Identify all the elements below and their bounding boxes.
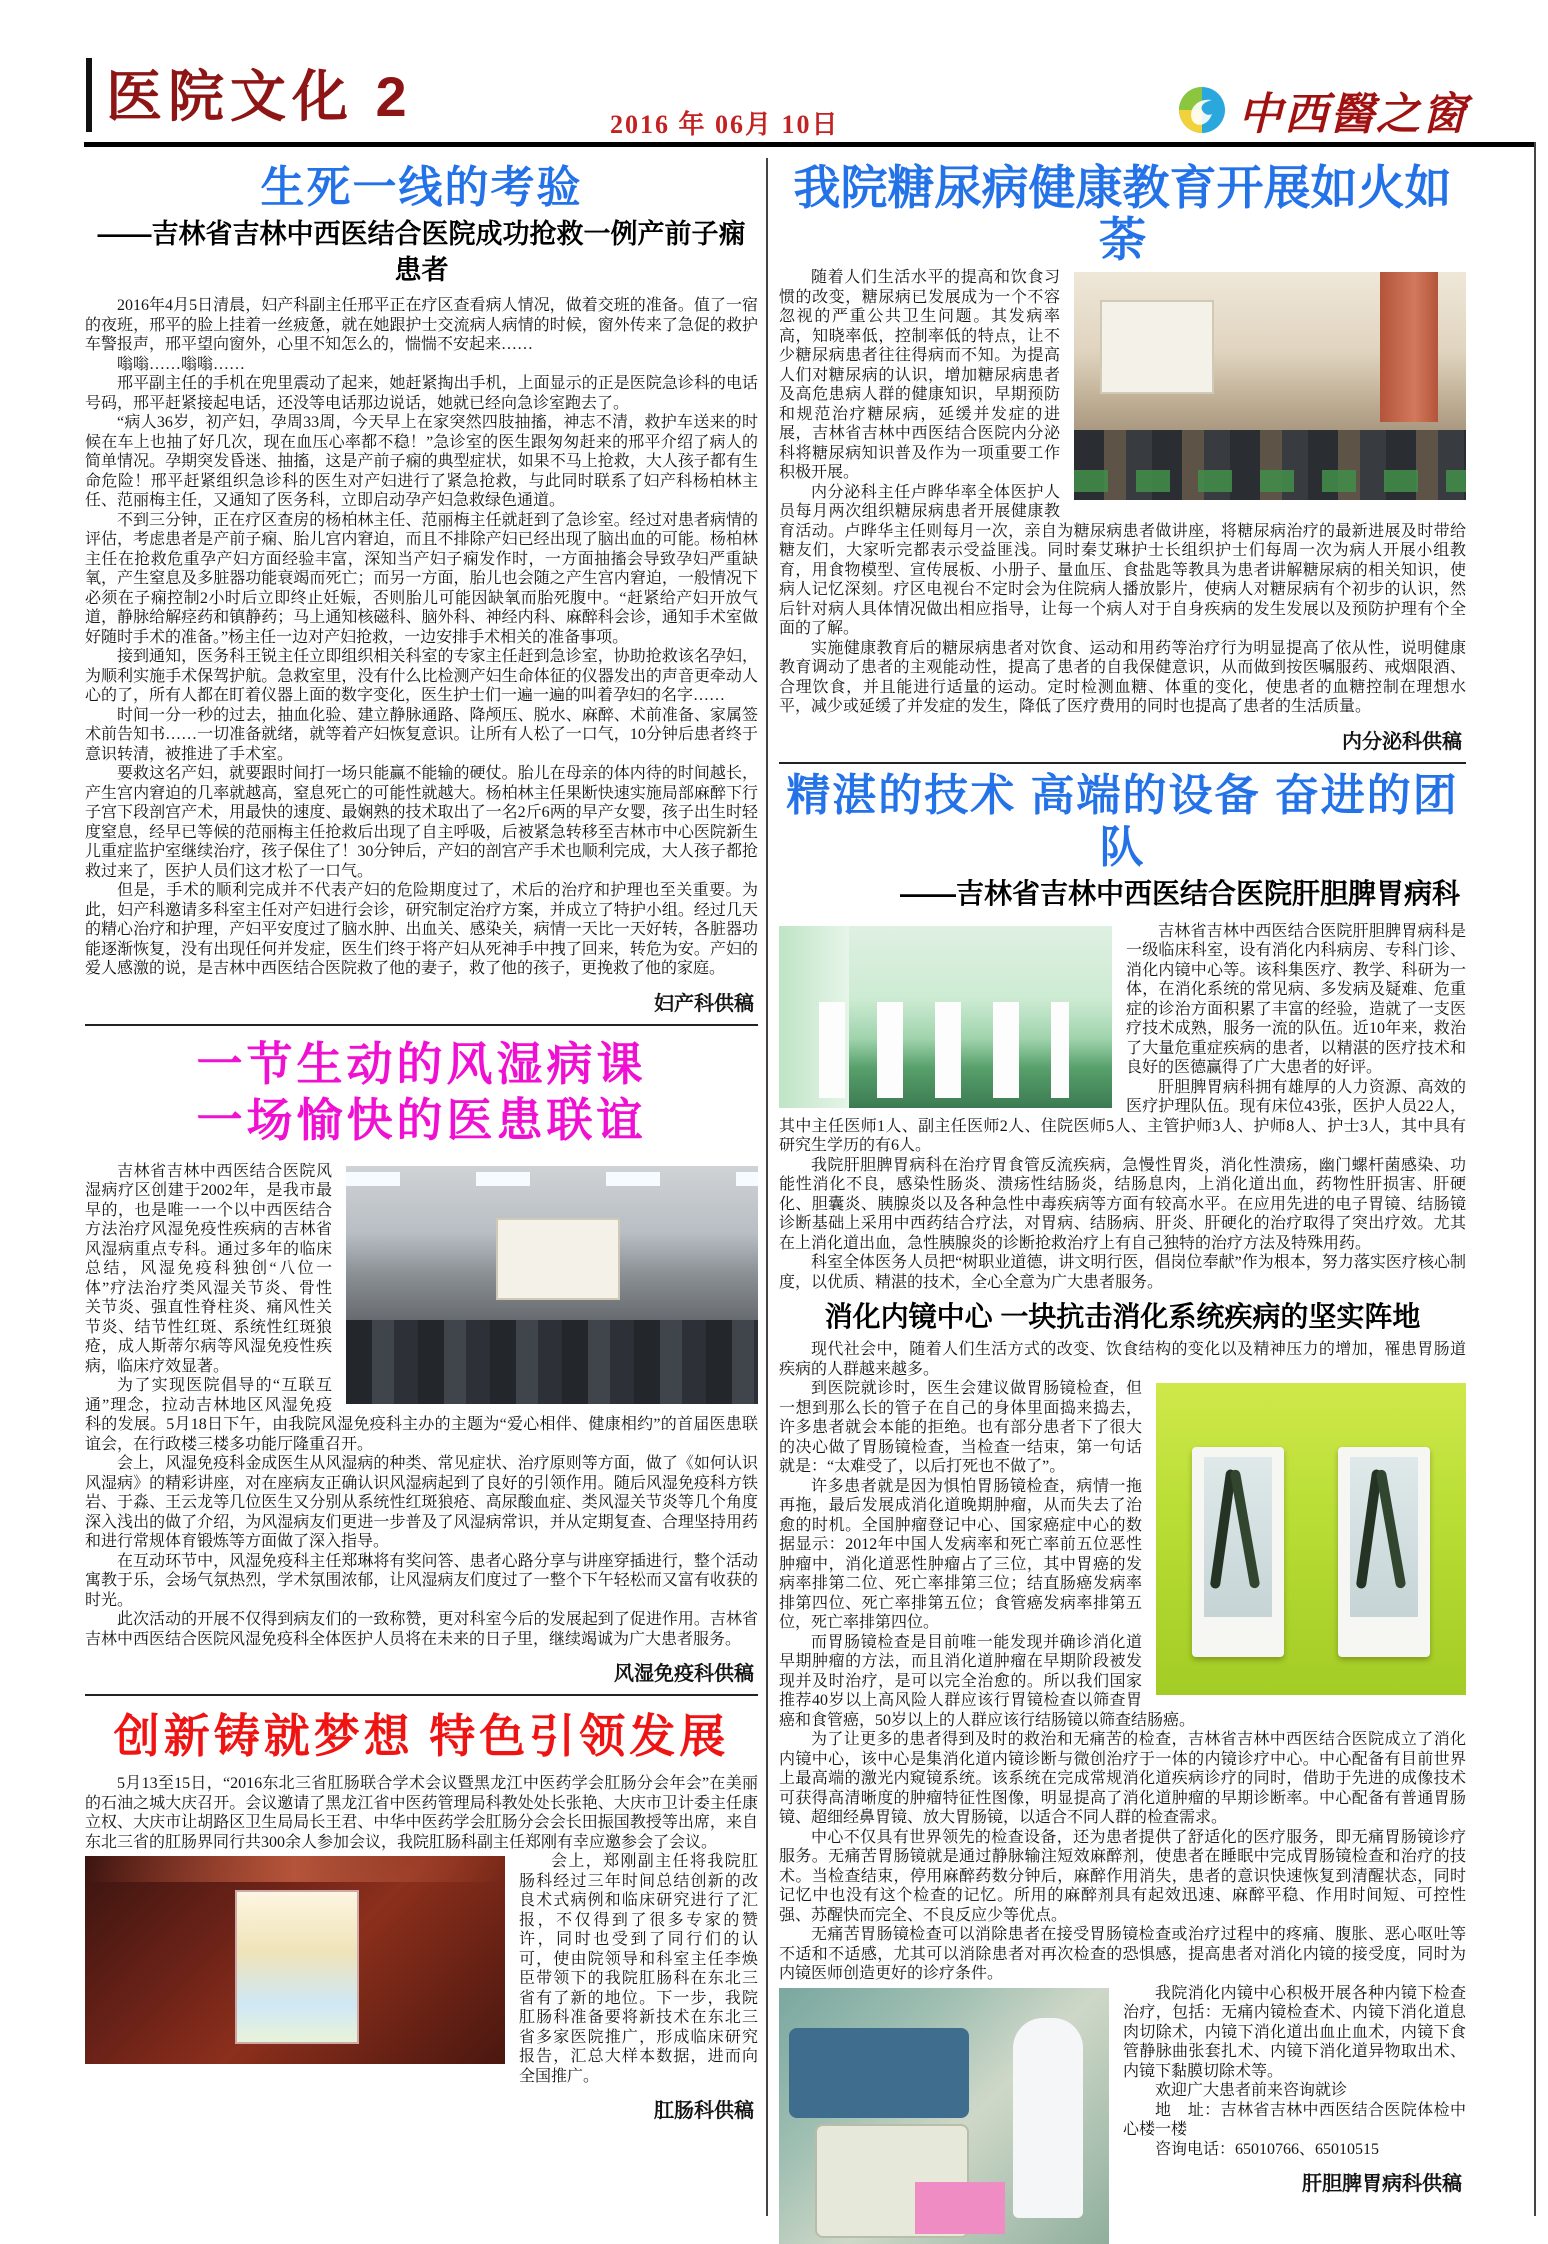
- brand-name: 中西醫之窗: [1238, 90, 1468, 139]
- paragraph: 接到通知，医务科王锐主任立即组织相关科室的专家主任赶到急诊室，协助抢救该名孕妇，为顺利实施手术保驾护航。急救室里，没有什么比检测产妇生命体征的仪器发出的声音更牵动人心的了，所有人都在盯着仪器上面的数字变化，医生护士们一遍一遍的叫着孕妇的名字……: [85, 648, 758, 704]
- paragraph: 此次活动的开展不仅得到病友们的一致称赞，更对科室今后的发展起到了促进作用。吉林省吉林中西医结合医院风湿免疫科全体医护人员将在未来的日子里，继续竭诚为广大患者服务。: [85, 1611, 758, 1648]
- article-title: 精湛的技术 高端的设备 奋进的团队: [786, 770, 1459, 872]
- paragraph: 要救这名产妇，就要跟时间打一场只能赢不能输的硬仗。胎儿在母亲的体内待的时间越长，产生宫内窘迫的几率就越高，窒息死亡的可能性就越大。杨柏林主任果断快速实施局部麻醉下行子宫下段剖宫产术，用最快的速度、最娴熟的技术取出了一名2斤6两的早产女婴，孩子出生时轻度窒息，经早已等候的范丽梅主任抢救后出现了自主呼吸，后被紧急转移至吉林市中心医院新生儿重症监护室继续治疗，孩子保住了！30分钟后，产妇的剖宫产手术也顺利完成，大人孩子都抢救过来了，医护人员们这才松了一口气。: [85, 765, 758, 880]
- brand-block: [1178, 78, 1468, 142]
- paragraph: 实施健康教育后的糖尿病患者对饮食、运动和用药等治疗行为明显提高了依从性，说明健康教育调动了患者的主观能动性，提高了患者的自我保健意识，从而做到按医嘱服药、戒烟限酒、合理饮食，并且能进行适量的运动。定时检测血糖、体重的变化，使患者的血糖控制在理想水平，减少或延缓了并发症的发生，降低了医疗费用的同时也提高了患者的生活质量。: [779, 639, 1466, 715]
- paragraph: 到医院就诊时，医生会建议做胃肠镜检查，但一想到那么长的管子在自己的身体里面捣来捣去，许多患者就会本能的拒绝。也有部分患者下了很大的决心做了胃肠镜检查，当检查一结束，第一句话就是：“太难受了，以后打死也不做了”。: [779, 1380, 1142, 1475]
- column-divider: [766, 158, 768, 2216]
- phone-line: 咨询电话：65010766、65010515: [1155, 2140, 1380, 2158]
- nurse-shape: [1013, 2018, 1083, 2218]
- section-subhead: 消化内镜中心 一块抗击消化系统疾病的坚实阵地: [824, 1301, 1421, 1332]
- page-right-border: [1534, 142, 1536, 2216]
- paragraph: 为了让更多的患者得到及时的救治和无痛苦的检查，吉林省吉林中西医结合医院成立了消化内镜中心，该中心是集消化道内镜诊断与微创治疗于一体的内镜诊疗中心。中心配备有目前世界上最高端的激光内窥镜系统。该系统在完成常规消化道疾病诊疗的同时，借助于先进的成像技术可获得高清晰度的肿瘤特征性图像，明显提高了消化道肿瘤的早期诊断率。中心配备有普通胃肠镜、超细经鼻胃镜、放大胃肠镜，以适合不同人群的检查需求。: [779, 1731, 1466, 1826]
- paragraph: 内分泌科主任卢晔华率全体医护人员每月两次组织糖尿病患者开展健康教育活动。卢晔华主任则每月一次，亲自为糖尿病患者做讲座，将糖尿病治疗的最新进展及时带给糖友们，大家听完都表示受益匪浅。同时秦艾琳护士长组织护士们每周一次为病人开展小组教育，用食物模型、宣传展板、小册子、量血压、食盐匙等教具为患者讲解糖尿病的相关知识，使病人记忆深刻。疗区电视台不定时会为住院病人播放影片，使病人对糖尿病有个初步的认识，然后针对病人具体情况做出相应指导，让每一个病人对于自身疾病的发生发展以及预防护理有个全面的了解。: [779, 483, 1466, 637]
- paragraph: 5月13至15日，“2016东北三省肛肠联合学术会议暨黑龙江中医药学会肛肠分会年会”在美丽的石油之城大庆召开。会议邀请了黑龙江省中医药管理局科教处处长张艳、大庆市卫计委主任康立权、大庆市让胡路区卫生局局长王君、中华中医药学会肛肠分会会长田振国教授等出席，来自东北三省的肛肠界同行共300余人参加会议，我院肛肠科副主任郑刚有幸应邀参会了会议。: [85, 1775, 758, 1851]
- article-anorectal-conference: [85, 1710, 758, 2129]
- projector-screen-shape: [496, 1218, 620, 1300]
- paragraph: 我院肝胆脾胃病科在治疗胃食管反流疾病，急慢性胃炎，消化性溃疡，幽门螺杆菌感染、功能性消化不良，感染性肠炎、溃疡性结肠炎，结肠息肉，上消化道出血，药物性肝损害、肝硬化、胆囊炎、胰腺炎以及各种急性中毒疾病等方面有较高水平。在应用先进的电子胃镜、结肠镜诊断基础上采用中西药结合疗法，对胃病、结肠病、肝炎、肝硬化的治疗取得了突出疗效。尤其在上消化道出血，急性胰腺炎的诊断抢救治疗上有自己独特的治疗方法及特殊用药。: [779, 1156, 1466, 1252]
- paragraph: 欢迎广大患者前来咨询就诊: [1155, 2082, 1348, 2099]
- diabetes-lecture-photo: [1074, 272, 1466, 500]
- presentation-screen-shape: [235, 1890, 359, 2044]
- endoscopy-procedure-photo: [779, 1988, 1109, 2244]
- article-title: [85, 1036, 758, 1148]
- ceiling-lights-shape: [346, 1172, 758, 1186]
- medical-staff-shape: [819, 1002, 1069, 1098]
- page-title: 医院文化 2: [106, 65, 413, 128]
- masthead-accent-bar: [86, 58, 92, 132]
- paragraph: 在互动环节中，风湿免疫科主任郑琳将有奖问答、患者心路分享与讲座穿插进行，整个活动寓教于乐，会场气氛热烈，学术氛围浓郁，让风湿病友们度过了一整个下午轻松而又富有收获的时光。: [85, 1552, 758, 1609]
- anorectal-conference-photo: [85, 1856, 505, 2064]
- paragraph: 嗡嗡……嗡嗡……: [117, 355, 246, 373]
- paragraph: “病人36岁，初产妇，孕周33周，今天早上在家突然四肢抽搐，神志不清，救护车送来的时候在车上也抽了好几次，现在血压心率都不稳！”急诊室的医生跟匆匆赶来的邢平介绍了病人的简单情况。孕期突发昏迷、抽搐，这是产前子痫的典型症状，如果不马上抢救，大人孩子都有生命危险！邢平赶紧组织急诊科的医生对产妇进行了紧急抢救，与此同时联系了妇产科杨柏林主任、范丽梅主任，又通知了医务科，立即启动孕产妇急救绿色通道。: [85, 414, 758, 509]
- paragraph: 吉林省吉林中西医结合医院肝胆脾胃病科是一级临床科室，设有消化内科病房、专科门诊、消化内镜中心等。该科集医疗、教学、科研为一体，在消化系统的常见病、多发病及疑难、危重症的诊治方面积累了丰富的经验，造就了一支医疗技术成熟，服务一流的队伍。近10年来，救治了大量危重症疾病的患者，以精湛的医疗技术和良好的医德赢得了广大患者的好评。: [1126, 922, 1466, 1076]
- paragraph: 吉林省吉林中西医结合医院风湿病疗区创建于2002年，是我市最早的，也是唯一一个以中西医结合方法治疗风湿免疫性疾病的吉林省风湿病重点专科。通过多年的临床总结，风湿免疫科独创“八位一体”疗法治疗类风湿关节炎、骨性关节炎、强直性脊柱炎、痛风性关节炎、结节性红斑、系统性红斑狼疮，成人斯蒂尔病等风湿免疫性疾病，临床疗效显著。: [85, 1162, 332, 1375]
- paragraph: 而胃肠镜检查是目前唯一能发现并确诊消化道早期肿瘤的方法，而且消化道肿瘤在早期阶段被发现并及时治疗，是可以完全治愈的。所以我们国家推荐40岁以上高风险人群应该行胃镜检查以筛查胃癌和食管癌，50岁以上的人群应该行结肠镜以筛查结肠癌。: [779, 1633, 1196, 1729]
- article-divider: [85, 1024, 758, 1026]
- title-line-1: 一节生动的风湿病课: [196, 1037, 647, 1090]
- article-divider: [779, 762, 1466, 764]
- paragraph: 科室全体医务人员把“树职业道德，讲文明行医，倡岗位奉献”作为根本，努力落实医疗核心制度，以优质、精湛的技术，全心全意为广大患者服务。: [779, 1254, 1466, 1291]
- paragraph: 但是，手术的顺利完成并不代表产妇的危险期度过了，术后的治疗和护理也至关重要。为此，妇产科邀请多科室主任对产妇进行会诊，研究制定治疗方案，并成立了特护小组。经过几天的精心治疗和护理，产妇平安度过了脑水肿、出血关、感染关，病情一天比一天好转，各脏器功能逐渐恢复，没有出现任何并发症，医生们终于将产妇从死神手中拽了回来，转危为安。产妇的爱人感激的说，是吉林中西医结合医院救了他的妻子，救了他的孩子，更挽救了他的家庭。: [85, 882, 758, 977]
- article-eclampsia-rescue: [85, 162, 758, 1016]
- article-hepatobiliary-dept: [779, 770, 1466, 2244]
- article-title: 生死一线的考验: [260, 163, 583, 212]
- article-title: 创新铸就梦想 特色引领发展: [113, 1711, 730, 1762]
- paragraph: 邢平副主任的手机在兜里震动了起来，她赶紧掏出手机，上面显示的正是医院急诊科的电话号码，邢平赶紧接起电话，还没等电话那边说话，她就已经向急诊室跑去了。: [85, 375, 758, 412]
- article-divider: [85, 1694, 758, 1696]
- paragraph: 中心不仅具有世界领先的检查设备，还为患者提供了舒适化的医疗服务，即无痛胃肠镜诊疗服务。无痛苦胃肠镜就是通过静脉输注短效麻醉剂，使患者在睡眠中完成胃肠镜检查和治疗的技术。当检查结束，停用麻醉药数分钟后，麻醉作用消失，患者的意识快速恢复到清醒状态，同时记忆中也没有这个检查的记忆。所用的麻醉剂具有起效迅速、麻醉平稳、作用时间短、可控性强、苏醒快而完全、不良反应少等优点。: [779, 1828, 1466, 1924]
- paragraph: 会上，郑刚副主任将我院肛肠科经过三年时间总结创新的改良术式病例和临床研究进行了汇报，不仅得到了很多专家的赞许，同时也受到了同行们的认可，使由院领导和科室主任李焕臣带领下的我院肛肠科在东北三省有了新的地位。下一步，我院肛肠科准备要将新技术在东北三省多家医院推广，形成临床研究报告，汇总大样本数据，进而向全国推广。: [519, 1853, 758, 2085]
- endoscope-cabinet-shape: [1338, 1447, 1430, 1657]
- masthead-rule: [84, 142, 1536, 147]
- article-subtitle: ——吉林省吉林中西医结合医院肝胆脾胃病科: [899, 877, 1460, 909]
- byline: 肛肠科供稿: [654, 2100, 754, 2122]
- green-chairs-shape: [1074, 470, 1466, 492]
- rheumatology-meeting-photo: [346, 1166, 758, 1404]
- curtain-shape: [1380, 272, 1438, 422]
- title-line-2: 一场愉快的医患联谊: [196, 1093, 647, 1146]
- patient-bed-shape: [789, 2028, 969, 2118]
- article-title: 我院糖尿病健康教育开展如火如荼: [793, 161, 1452, 266]
- byline: 妇产科供稿: [654, 992, 754, 1015]
- paragraph: 会上，风湿免疫科金成医生从风湿病的种类、常见症状、治疗原则等方面，做了《如何认识风湿病》的精彩讲座，对在座病友正确认识风湿病起到了良好的引领作用。随后风湿免疫科方铁岩、于淼、王云龙等几位医生又分别从系统性红斑狼疮、高尿酸血症、类风湿关节炎等几个角度深入浅出的做了介绍，为风湿病友们更进一步普及了风湿病常识，并从定期复查、合理坚持用药和进行常规体育锻炼等方面做了深入指导。: [85, 1455, 758, 1550]
- right-column: [779, 158, 1466, 2244]
- byline: 肝胆脾胃病科供稿: [1302, 2173, 1462, 2195]
- byline: 内分泌科供稿: [1342, 730, 1462, 753]
- left-column: [85, 158, 758, 2129]
- paragraph: 无痛苦胃肠镜检查可以消除患者在接受胃肠镜检查或治疗过程中的疼痛、腹胀、恶心呕吐等不适和不适感，尤其可以消除患者对再次检查的恐惧感，提高患者对消化内镜的接受度，同时为内镜医师创造更好的诊疗条件。: [779, 1926, 1466, 1982]
- paragraph: 现代社会中，随着人们生活方式的改变、饮食结构的变化以及精神压力的增加，罹患胃肠道疾病的人群越来越多。: [779, 1341, 1466, 1378]
- byline: 风湿免疫科供稿: [614, 1663, 754, 1685]
- audience-shape: [346, 1320, 758, 1404]
- department-corridor-photo: [779, 926, 1112, 1108]
- paragraph: 肝胆脾胃病科拥有雄厚的人力资源、高效的医疗护理队伍。现有床位43张，医护人员22人，其中主任医师1人、副主任医师2人、住院医师5人、主管护师3人、护师8人、护士3人，其中具有研究生学历的有6人。: [779, 1078, 1466, 1154]
- paragraph: 许多患者就是因为惧怕胃肠镜检查，病情一拖再拖，最后发展成消化道晚期肿瘤，从而失去了治愈的时机。全国肿瘤登记中心、国家癌症中心的数据显示：2012年中国人发病率和死亡率前五位恶性肿瘤中，消化道恶性肿瘤占了三位，其中胃癌的发病率排第二位、死亡率排第三位；结直肠癌发病率排第四位、死亡率排第五位；食管癌发病率排第五位，死亡率排第四位。: [779, 1477, 1142, 1631]
- paragraph: 不到三分钟，正在疗区查房的杨柏林主任、范丽梅主任就赶到了急诊室。经过对患者病情的评估，考虑患者是产前子痫、胎儿宫内窘迫，而且不排除产妇已经出现了脑出血的可能。杨柏林主任在抢救危重孕产妇方面经验丰富，深知当产妇子痫发作时，一方面抽搐会导致孕妇严重缺氧，产生窒息及多脏器功能衰竭而死亡；而另一方面，胎儿也会随之产生宫内窘迫，一般情况下必须在子痫控制2小时后立即终止妊娠，否则胎儿可能因缺氧而胎死腹中。“赶紧给产妇开放气道，静脉给解痉药和镇静药；马上通知核磁科、脑外科、神经内科、麻醉科会诊，通知手术室做好随时手术的准备。”杨主任一边对产妇抢救，一边安排手术相关的准备事项。: [85, 511, 758, 646]
- article-subtitle: ——吉林省吉林中西医结合医院成功抢救一例产前子痫患者: [97, 219, 746, 285]
- masthead-title-block: [86, 58, 413, 132]
- article-diabetes-education: [779, 162, 1466, 754]
- paragraph: 为了实现医院倡导的“互联互通”理念，拉动吉林地区风湿免疫科的发展。5月18日下午，由我院风湿免疫科主办的主题为“爱心相伴、健康相约”的首届医患联谊会，在行政楼三楼多功能厅隆重召开。: [85, 1377, 758, 1453]
- issue-date: 2016 年 06月 10日: [610, 110, 840, 139]
- paragraph: 2016年4月5日清晨，妇产科副主任邢平正在疗区查看病人情况，做着交班的准备。值了一宿的夜班，邢平的脸上挂着一丝疲惫，就在她跟护士交流病人病情的时候，窗外传来了急促的救护车警报声，邢平望向窗外，心里不知怎么的，惴惴不安起来……: [85, 297, 758, 353]
- paragraph: 我院消化内镜中心积极开展各种内镜下检查治疗，包括：无痛内镜检查术、内镜下消化道息肉切除术，内镜下消化道出血止血术，内镜下食管静脉曲张套扎术、内镜下消化道异物取出术、内镜下黏膜切除术等。: [1123, 1984, 1466, 2080]
- address-line: 地 址：吉林省吉林中西医结合医院体检中心楼一楼: [1123, 2101, 1466, 2138]
- masthead: [0, 0, 1548, 150]
- paragraph: 时间一分一秒的过去，抽血化验、建立静脉通路、降颅压、脱水、麻醉、术前准备、家属签术前告知书……一切准备就绪，就等着产妇恢复意识。让所有人松了一口气，10分钟后患者终于意识转清，被推进了手术室。: [85, 706, 758, 763]
- paragraph: 随着人们生活水平的提高和饮食习惯的改变，糖尿病已发展成为一个不容忽视的严重公共卫生问题。其发病率高，知晓率低，控制率低的特点，让不少糖尿病患者往往得病而不知。为提高人们对糖尿病的认识，增加糖尿病患者及高危患病人群的健康知识，早期预防和规范治疗糖尿病，延缓并发症的进展，吉林省吉林中西医结合医院内分泌科将糖尿病知识普及作为一项重要工作积极开展。: [779, 269, 1060, 481]
- pink-cloth-shape: [915, 2182, 1005, 2234]
- brand-swirl-icon: [1178, 86, 1226, 134]
- endoscope-cabinets-photo: [1156, 1383, 1466, 1695]
- projector-screen-shape: [1100, 300, 1214, 394]
- article-rheumatology-event: [85, 1036, 758, 1687]
- endoscope-cabinet-shape: [1192, 1447, 1284, 1657]
- stage-light-shape: [85, 1856, 505, 1882]
